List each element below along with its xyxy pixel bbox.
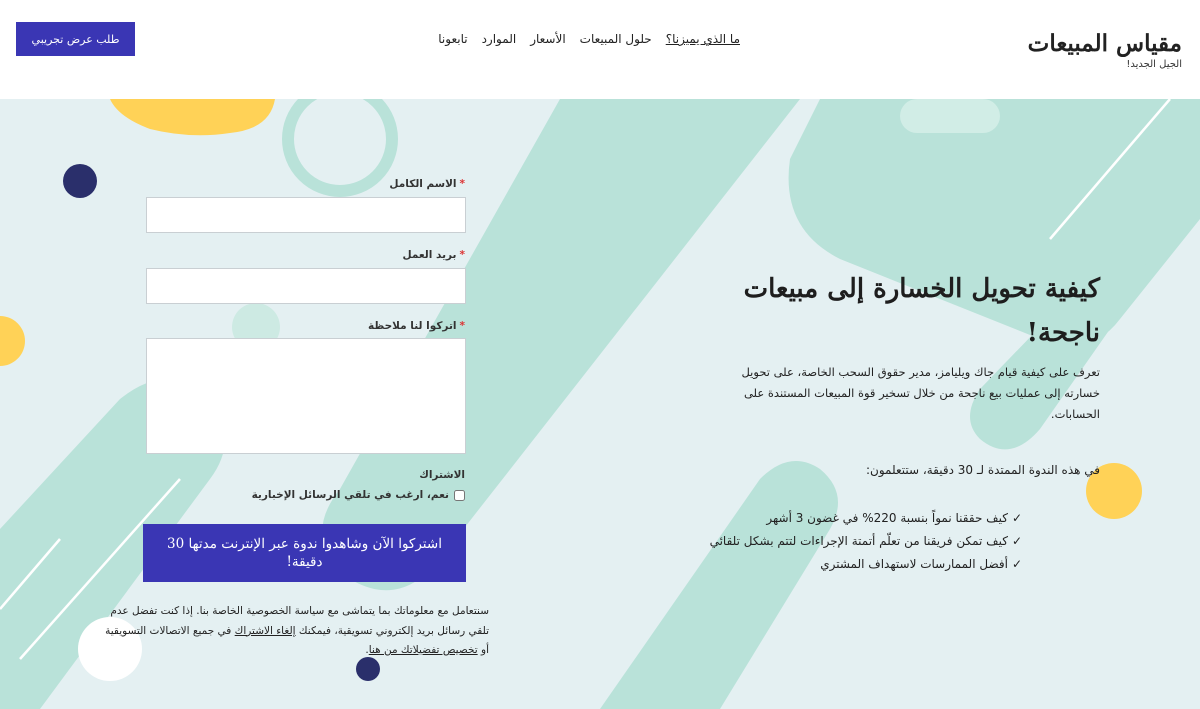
- nav-item-why-us[interactable]: ما الذي يميزنا؟: [665, 32, 740, 46]
- yellow-circle-left: [0, 316, 25, 366]
- subscribe-title: الاشتراك: [419, 469, 465, 481]
- work-email-input[interactable]: [146, 268, 466, 304]
- logo-tagline: الجيل الجديد!: [1126, 59, 1182, 70]
- newsletter-option-label: نعم، ارغب في تلقي الرسائل الإخبارية: [251, 489, 449, 501]
- mint-bottom-right-shape: [600, 461, 838, 709]
- list-item: [710, 553, 1022, 576]
- nav-item-follow-us[interactable]: تابعونا: [438, 32, 468, 46]
- full-name-label-text: الاسم الكامل: [389, 178, 457, 190]
- request-demo-button[interactable]: طلب عرض تجريبي: [16, 22, 135, 56]
- light-mint-pill: [900, 99, 1000, 133]
- logo-title: مقياس المبيعات: [1027, 30, 1182, 57]
- logo[interactable]: [1028, 30, 1182, 70]
- required-mark: *: [459, 320, 465, 332]
- full-name-label: [389, 178, 465, 190]
- newsletter-option[interactable]: [252, 489, 465, 501]
- check-icon: ✓: [1011, 511, 1022, 525]
- check-icon: ✓: [1011, 534, 1022, 548]
- note-label-text: اتركوا لنا ملاحظة: [368, 320, 457, 332]
- submit-button[interactable]: اشتركوا الآن وشاهدوا ندوة عبر الإنترنت مدتها 30 دقيقة!: [143, 524, 466, 582]
- benefits-list: [710, 507, 1022, 576]
- list-item-text: أفضل الممارسات لاستهداف المشتري: [820, 557, 1008, 571]
- navy-dot-bottom: [356, 657, 380, 681]
- page-headline: كيفية تحويل الخسارة إلى مبيعات ناجحة!: [743, 274, 1100, 348]
- navy-dot-top: [63, 164, 97, 198]
- list-item-text: كيف حققنا نمواً بنسبة 220% في غضون 3 أشهر: [766, 511, 1008, 525]
- privacy-middle-text: في جميع الاتصالات التسويقية أو: [105, 624, 489, 656]
- list-item: [710, 530, 1022, 553]
- main-nav: [438, 32, 740, 46]
- work-email-label: [402, 249, 465, 261]
- full-name-input[interactable]: [146, 197, 466, 233]
- privacy-text: سنتعامل مع معلوماتك بما يتماشى مع سياسة الخصوصية الخاصة بنا. إذا كنت تفضل عدم تلقي رسائل بريد إلكتروني تسويقية، فيمكنك: [110, 605, 489, 637]
- note-textarea[interactable]: [146, 338, 466, 454]
- check-icon: ✓: [1011, 557, 1022, 571]
- required-mark: *: [459, 178, 465, 190]
- mint-ring: [288, 99, 392, 191]
- nav-item-solutions[interactable]: حلول المبيعات: [579, 32, 652, 46]
- note-label: [368, 320, 465, 332]
- privacy-notice: [97, 602, 489, 661]
- list-item: [710, 507, 1022, 530]
- yellow-semicircle-top: [110, 99, 275, 135]
- nav-item-resources[interactable]: الموارد: [481, 32, 517, 46]
- customize-preferences-link[interactable]: تخصيص تفضيلاتك من هنا: [368, 644, 478, 656]
- work-email-label-text: بريد العمل: [402, 249, 457, 261]
- required-mark: *: [459, 249, 465, 261]
- intro-paragraph: تعرف على كيفية قيام جاك ويليامز، مدير حقوق السحب الخاصة، على تحويل خسارته إلى عمليات بيع ناجحة من خلال تسخير قوة المبيعات المستندة على الحسابات.: [741, 365, 1100, 421]
- list-item-text: كيف تمكن فريقنا من تعلّم أتمتة الإجراءات لتتم بشكل تلقائي: [709, 534, 1008, 548]
- newsletter-checkbox[interactable]: [454, 490, 465, 501]
- learn-title: في هذه الندوة الممتدة لـ 30 دقيقة، ستتعلمون:: [865, 463, 1100, 477]
- unsubscribe-link[interactable]: إلغاء الاشتراك: [234, 624, 296, 637]
- site-header: [0, 0, 1200, 99]
- privacy-end-text: .: [365, 644, 369, 656]
- nav-item-pricing[interactable]: الأسعار: [530, 32, 566, 46]
